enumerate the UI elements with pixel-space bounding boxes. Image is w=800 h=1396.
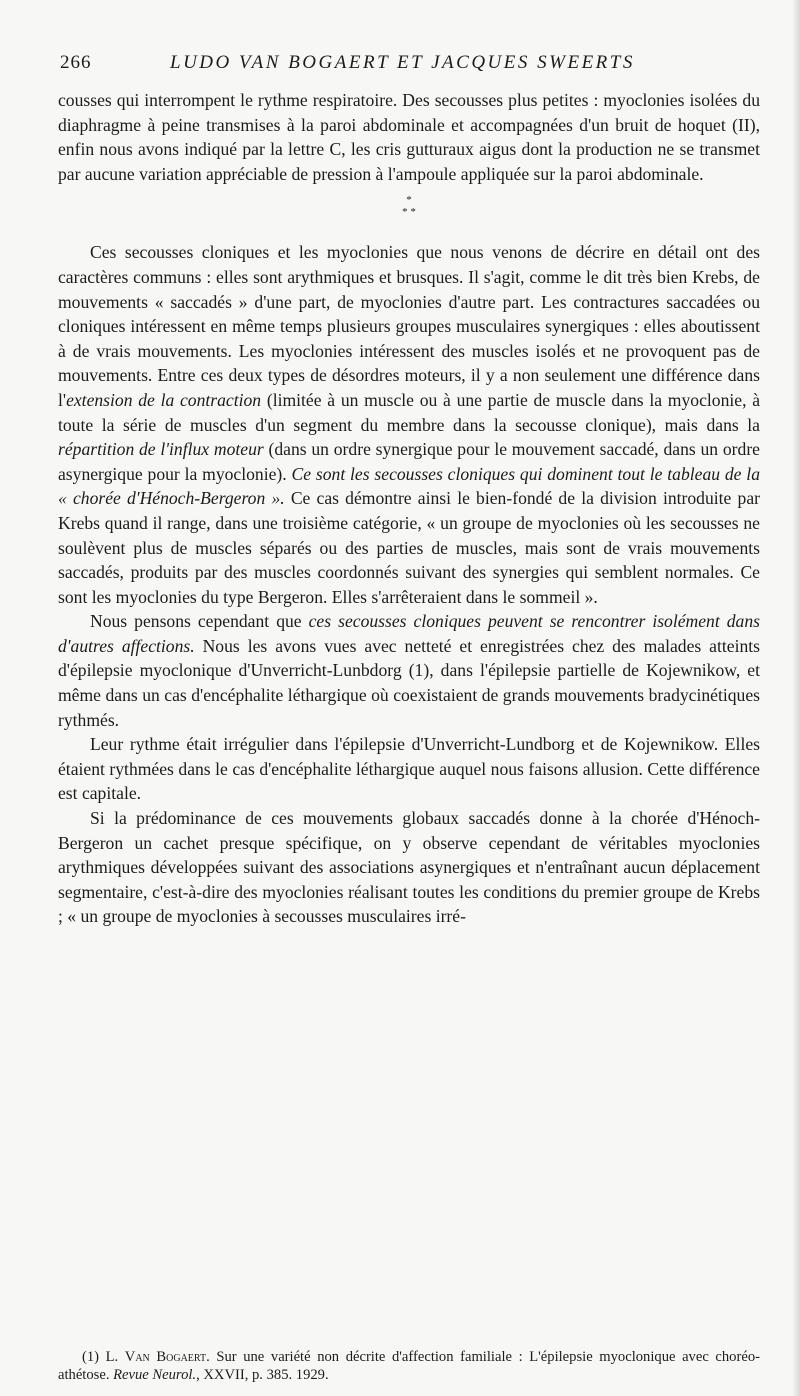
paragraph-3 [58, 609, 760, 732]
text-run: (dans un ordre synergique pour le mouvement saccadé, dans un ordre asynergique pour la myoclonie). [58, 439, 760, 484]
text-run: Ces secousses cloniques et les myoclonies que nous venons de décrire en détail ont des caractères communs : elles sont arythmiques et brusques. Il s'agit, comme le dit très bien Krebs, de mouvements « saccadés » d'une part, de myoclonies d'autre part. Les contractures saccadées ou cloniques intéressent en même temps plusieurs groupes musculaires synergiques : elles aboutissent à de vrais mouvements. Les myoclonies intéressent des muscles isolés et ne provoquent pas de mouvements. Entre ces deux types de désordres moteurs, il y a non seulement une différence dans l' [58, 242, 760, 410]
text-run: . Sur une variété non décrite d'affection familiale : L'épilepsie myoclonique avec choréo-athétose. [58, 1349, 760, 1383]
paragraph-4: Leur rythme était irrégulier dans l'épilepsie d'Unverricht-Lundborg et de Kojewnikow. Elles étaient rythmées dans le cas d'encéphalite léthargique auquel nous faisons allusion. Cette différence est capitale. [58, 734, 760, 804]
italic-run: Ce sont les secousses cloniques qui dominent tout le tableau de la « chorée d'Hénoch-Bergeron ». [58, 463, 760, 509]
italic-run: ces secousses cloniques peuvent se rencontrer isolément dans d'autres affections. [58, 611, 760, 656]
text-run: Nous les avons vues avec netteté et enregistrées chez des malades atteints d'épilepsie myoclonique d'Unverricht-Lunbdorg (1), dans l'épilepsie partielle de Kojewnikow, et même dans un cas d'encéphalite léthargique où coexistaient de grands mouvements bradycinétiques rythmés. [58, 635, 760, 730]
italic-run: extension de la contraction [66, 389, 262, 410]
page-edge-shadow [792, 0, 800, 1396]
footnote [58, 1348, 760, 1384]
separator-stars-bottom: * * [402, 206, 416, 219]
page-header [60, 52, 740, 80]
footnote-author: Van Bogaert [124, 1349, 207, 1365]
paragraph-2 [58, 240, 760, 609]
italic-run: répartition de l'influx moteur [58, 439, 264, 460]
section-separator [58, 194, 760, 218]
main-text [58, 88, 760, 929]
text-run: Ce cas démontre ainsi le bien-fondé de la division introduite par Krebs quand il range, dans une troisième catégorie, « un groupe de myoclonies où les secousses ne soulèvent plus de muscles séparés ou des parties de muscles, mais sont de vrais mouvements saccadés, produits par des muscles coordonnés suivant des synergies qui semblent normales. Ce sont les myoclonies du type Bergeron. Elles s'arrêteraient dans le sommeil ». [58, 488, 760, 607]
text-run: Nous pensons cependant que [90, 611, 309, 632]
text-run: (1) L. [82, 1349, 125, 1365]
footnote-journal: Revue Neurol. [113, 1367, 197, 1383]
paragraph-1: cousses qui interrompent le rythme respiratoire. Des secousses plus petites : myoclonies isolées du diaphragme à peine transmises à la paroi abdominale et accompagnées d'un bruit de hoquet (II), enfin nous avons indiqué par la lettre C, les cris gutturaux aigus dont la production ne se transmet par aucune variation appréciable de pression à l'ampoule appliquée sur la paroi abdominale. [58, 90, 760, 184]
text-run: , XXVII, p. 385. 1929. [196, 1367, 329, 1383]
running-title: LUDO VAN BOGAERT ET JACQUES SWEERTS [170, 52, 635, 73]
separator-star-top: * [406, 194, 412, 207]
footnote-text [58, 1348, 760, 1384]
page-number: 266 [60, 52, 92, 73]
text-run: (limitée à un muscle ou à une partie de muscle dans la myoclonie, à toute la série de muscles d'un segment du membre dans la secousse clonique), mais dans la [58, 389, 761, 435]
paragraph-5: Si la prédominance de ces mouvements globaux saccadés donne à la chorée d'Hénoch-Bergeron un cachet presque spécifique, on y observe cependant de véritables myoclonies arythmiques développées suivant des associations asynergiques et n'entraînant aucun déplacement segmentaire, c'est-à-dire des myoclonies réalisant toutes les conditions du premier groupe de Krebs ; « un groupe de myoclonies à secousses musculaires irré- [58, 808, 760, 927]
